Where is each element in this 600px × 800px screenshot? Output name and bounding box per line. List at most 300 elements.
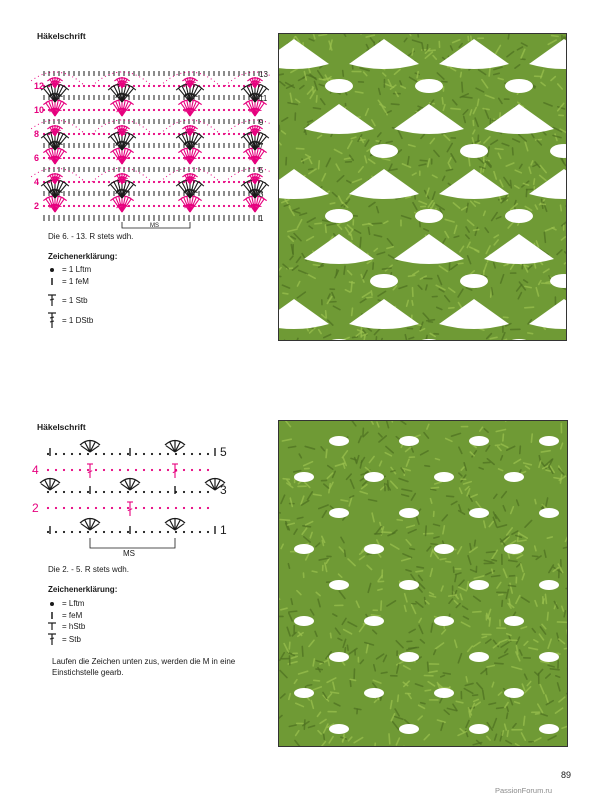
chain-dot (228, 109, 230, 111)
chain-dot (158, 109, 160, 111)
chain-dot (153, 157, 155, 159)
chain-dot (173, 109, 175, 111)
lace-gap (329, 652, 349, 662)
chain-dot (43, 205, 45, 207)
double-crochet-icon (46, 293, 58, 307)
chain-dot (207, 531, 209, 533)
chain-dot (178, 109, 180, 111)
lace-gap (539, 508, 559, 518)
chain-dot (183, 507, 185, 509)
lace-gap (364, 472, 384, 482)
legend-label: = 1 DStb (62, 315, 94, 325)
chain-dot (78, 205, 80, 207)
chain-dot (103, 453, 105, 455)
legend-label: = 1 Stb (62, 295, 88, 305)
chain-dot (79, 507, 81, 509)
half-double-crochet-icon (46, 621, 58, 631)
chain-dot (73, 205, 75, 207)
chain-dot (103, 157, 105, 159)
chain-dot (55, 469, 57, 471)
chain-dot (228, 205, 230, 207)
watermark: PassionForum.ru (495, 786, 553, 795)
chain-dot (88, 205, 90, 207)
row-number: 11 (259, 94, 268, 103)
lace-gap (460, 274, 488, 288)
chain-dot (71, 453, 73, 455)
chain-dot (203, 181, 205, 183)
chain-dot (47, 453, 49, 455)
chain-dot (151, 469, 153, 471)
chain-dot (98, 157, 100, 159)
chain-dot (163, 157, 165, 159)
lace-gap (539, 652, 559, 662)
chain-dot (153, 133, 155, 135)
chain-dot (119, 469, 121, 471)
chain-dot (63, 531, 65, 533)
lace-gap (364, 688, 384, 698)
chain-dot (173, 85, 175, 87)
chain-dot (83, 133, 85, 135)
chain-dot (143, 491, 145, 493)
chain-dot (63, 205, 65, 207)
lace-gap (434, 616, 454, 626)
chain-dot (135, 469, 137, 471)
lace-gap (294, 544, 314, 554)
chain-dot (168, 109, 170, 111)
chain-dot (167, 469, 169, 471)
chain-dot (203, 205, 205, 207)
chain-dot (119, 531, 121, 533)
chain-dot (243, 109, 245, 111)
chain-dot (207, 491, 209, 493)
legend-item (46, 311, 93, 329)
chain-dot (83, 157, 85, 159)
chain-dot (83, 109, 85, 111)
chain-dot (98, 109, 100, 111)
chain-dot (127, 469, 129, 471)
chain-dot (191, 491, 193, 493)
chain-dot (153, 109, 155, 111)
chain-dot (207, 453, 209, 455)
chain-dot (199, 469, 201, 471)
chain-dot (218, 133, 220, 135)
row-number: 5 (259, 166, 264, 175)
chain-dot (78, 133, 80, 135)
chain-dot (168, 157, 170, 159)
chain-dot (213, 181, 215, 183)
chain-dot (103, 133, 105, 135)
chain-dot (159, 531, 161, 533)
chain-dot (78, 109, 80, 111)
chain-dot (233, 109, 235, 111)
chain-dot (88, 133, 90, 135)
chain-dot (148, 133, 150, 135)
chain-dot (238, 205, 240, 207)
chain-dot (148, 157, 150, 159)
chain-dot (135, 453, 137, 455)
chain-dot (207, 507, 209, 509)
chain-dot (79, 469, 81, 471)
chain-dot (63, 157, 65, 159)
chain-dot (119, 453, 121, 455)
chain-dot (148, 205, 150, 207)
chain-dot (228, 157, 230, 159)
chain-dot (167, 491, 169, 493)
chain-dot (213, 109, 215, 111)
chain-dot (43, 157, 45, 159)
stitch-symbol (172, 464, 178, 478)
legend-label: = feM (62, 610, 83, 620)
lace-gap (325, 79, 353, 93)
chain-dot (93, 181, 95, 183)
row-number: 4 (32, 463, 39, 477)
legend-item (46, 265, 91, 274)
chain-dot (133, 109, 135, 111)
chain-dot (108, 133, 110, 135)
chain-dot (163, 133, 165, 135)
chain-dot (208, 109, 210, 111)
chain-dot (143, 85, 145, 87)
legend-label: = Stb (62, 634, 81, 644)
chain-dot (153, 205, 155, 207)
chain-dot (73, 85, 75, 87)
section-heading: Häkelschrift (37, 422, 86, 432)
chain-dot (73, 181, 75, 183)
chain-dot (73, 157, 75, 159)
chain-dot (93, 133, 95, 135)
chain-dot (228, 133, 230, 135)
chain-dot (95, 469, 97, 471)
chain-dot (68, 181, 70, 183)
chain-dot (178, 205, 180, 207)
chain-dot (191, 469, 193, 471)
chain-dot (138, 85, 140, 87)
chain-dot (158, 157, 160, 159)
legend-label: = 1 Lftm (62, 265, 92, 274)
chain-dot (103, 469, 105, 471)
chain-dot (88, 157, 90, 159)
chain-dot (233, 157, 235, 159)
chain-dot (87, 453, 89, 455)
row-number: 12 (34, 81, 45, 91)
chain-dot (88, 85, 90, 87)
chain-dot (111, 507, 113, 509)
chain-dot (243, 157, 245, 159)
chain-dot (191, 531, 193, 533)
chain-dot (103, 109, 105, 111)
chain-dot-icon (46, 266, 58, 274)
chain-dot (63, 109, 65, 111)
chain-dot (158, 205, 160, 207)
chain-dot (68, 85, 70, 87)
chain-dot (153, 181, 155, 183)
chain-dot (167, 531, 169, 533)
chain-dot (173, 157, 175, 159)
chain-dot (47, 507, 49, 509)
lace-gap (370, 144, 398, 158)
chain-dot (138, 109, 140, 111)
lace-gap (505, 79, 533, 93)
lace-gap (329, 436, 349, 446)
chain-dot (73, 109, 75, 111)
chain-dot (83, 205, 85, 207)
lace-gap (505, 209, 533, 223)
chain-dot (238, 109, 240, 111)
chain-dot (108, 181, 110, 183)
repeat-bracket (90, 538, 175, 548)
triple-crochet-icon (46, 311, 58, 329)
chain-dot (143, 205, 145, 207)
lace-gap (469, 724, 489, 734)
chain-dot (238, 181, 240, 183)
chain-dot (198, 205, 200, 207)
lace-gap (399, 580, 419, 590)
chain-dot (108, 109, 110, 111)
repeat-label: MS (123, 549, 135, 558)
chain-dot (151, 453, 153, 455)
chain-dot (88, 109, 90, 111)
chain-dot (87, 507, 89, 509)
row-number: 3 (220, 483, 227, 497)
chain-dot (143, 507, 145, 509)
double-crochet-icon (46, 632, 58, 646)
lace-gap (504, 544, 524, 554)
lace-gap (399, 436, 419, 446)
chain-dot (207, 469, 209, 471)
lace-gap (325, 209, 353, 223)
row-number: 10 (34, 105, 45, 115)
chain-dot (208, 181, 210, 183)
chain-dot (159, 453, 161, 455)
chain-dot (103, 85, 105, 87)
chain-dot (71, 507, 73, 509)
lace-gap (364, 616, 384, 626)
repeat-label: MS (150, 223, 159, 229)
chain-dot (243, 205, 245, 207)
chain-dot (191, 507, 193, 509)
chain-dot (183, 453, 185, 455)
lace-gap (399, 724, 419, 734)
section-heading: Häkelschrift (37, 31, 86, 41)
chain-dot (173, 205, 175, 207)
chain-dot (98, 85, 100, 87)
chain-dot (111, 531, 113, 533)
lace-gap (294, 472, 314, 482)
chain-dot (87, 531, 89, 533)
chain-dot (175, 507, 177, 509)
chain-dot (151, 531, 153, 533)
lace-gap (364, 544, 384, 554)
chain-dot (168, 133, 170, 135)
chain-dot (213, 157, 215, 159)
footnote: Laufen die Zeichen unten zus, werden die M in eine Einstichstelle gearb. (52, 657, 236, 677)
chain-dot (95, 453, 97, 455)
chain-dot (183, 469, 185, 471)
chain-dot (138, 157, 140, 159)
chain-dot (158, 181, 160, 183)
chain-dot (133, 205, 135, 207)
chain-dot (68, 205, 70, 207)
chain-dot (55, 491, 57, 493)
chain-dot (127, 531, 129, 533)
chain-dot (223, 85, 225, 87)
chain-dot (153, 85, 155, 87)
chain-dot (119, 507, 121, 509)
yarn-sample-photo (278, 420, 568, 747)
chain-dot (133, 157, 135, 159)
crochet-chart (30, 430, 270, 565)
chain-dot (175, 453, 177, 455)
lace-gap (415, 79, 443, 93)
chain-dot (133, 133, 135, 135)
chain-dot-icon (46, 600, 58, 608)
chain-dot (203, 133, 205, 135)
chain-dot (143, 181, 145, 183)
chain-dot (158, 85, 160, 87)
legend-item (46, 599, 84, 608)
chain-dot (47, 469, 49, 471)
slip-stitch-icon (46, 276, 58, 286)
lace-gap (294, 688, 314, 698)
chain-dot (168, 181, 170, 183)
lace-gap (469, 652, 489, 662)
chain-dot (213, 133, 215, 135)
chain-dot (108, 85, 110, 87)
chain-dot (143, 469, 145, 471)
chain-dot (98, 181, 100, 183)
chain-dot (138, 205, 140, 207)
chain-dot (133, 181, 135, 183)
chain-dot (103, 181, 105, 183)
chain-dot (135, 491, 137, 493)
chain-dot (55, 507, 57, 509)
chain-dot (199, 507, 201, 509)
chain-dot (143, 109, 145, 111)
chain-dot (228, 181, 230, 183)
pattern-section-1 (0, 0, 600, 360)
chain-dot (233, 85, 235, 87)
chain-dot (78, 181, 80, 183)
chain-dot (159, 491, 161, 493)
chain-dot (138, 133, 140, 135)
chain-dot (198, 109, 200, 111)
lace-gap (460, 144, 488, 158)
chain-dot (191, 453, 193, 455)
chain-dot (223, 109, 225, 111)
chain-dot (163, 181, 165, 183)
chain-dot (168, 85, 170, 87)
lace-gap (504, 616, 524, 626)
chain-dot (178, 157, 180, 159)
chain-dot (163, 205, 165, 207)
chain-dot (71, 531, 73, 533)
lace-gap (469, 580, 489, 590)
lace-gap (370, 274, 398, 288)
row-number: 3 (259, 190, 264, 199)
repeat-note: Die 6. - 13. R stets wdh. (48, 232, 134, 241)
chain-dot (173, 133, 175, 135)
chain-dot (199, 531, 201, 533)
row-number: 1 (220, 523, 227, 537)
chain-dot (98, 205, 100, 207)
chain-dot (208, 205, 210, 207)
row-number: 5 (220, 445, 227, 459)
row-number: 1 (259, 214, 264, 223)
chain-dot (198, 157, 200, 159)
chain-dot (199, 453, 201, 455)
chain-dot (148, 85, 150, 87)
chain-dot (218, 85, 220, 87)
chain-dot (83, 85, 85, 87)
chain-dot (167, 507, 169, 509)
chain-dot (233, 205, 235, 207)
row-number: 2 (32, 501, 39, 515)
chain-dot (119, 491, 121, 493)
chain-dot (73, 133, 75, 135)
repeat-note: Die 2. - 5. R stets wdh. (48, 565, 129, 574)
chain-dot (173, 181, 175, 183)
chain-dot (143, 133, 145, 135)
chain-dot (143, 157, 145, 159)
chain-dot (93, 205, 95, 207)
chain-dot (78, 85, 80, 87)
chain-dot (79, 453, 81, 455)
chain-dot (218, 157, 220, 159)
chain-dot (133, 85, 135, 87)
chain-dot (127, 491, 129, 493)
chain-dot (55, 531, 57, 533)
chain-dot (168, 205, 170, 207)
chain-dot (208, 85, 210, 87)
row-number: 9 (259, 118, 264, 127)
chain-dot (148, 181, 150, 183)
chain-dot (213, 85, 215, 87)
chain-dot (223, 157, 225, 159)
legend-title: Zeichenerklärung: (48, 252, 118, 261)
lace-gap (539, 580, 559, 590)
chain-dot (63, 469, 65, 471)
chain-dot (143, 531, 145, 533)
chain-dot (71, 491, 73, 493)
chain-dot (183, 491, 185, 493)
chain-dot (108, 157, 110, 159)
chain-dot (151, 491, 153, 493)
chain-dot (203, 109, 205, 111)
chain-dot (218, 109, 220, 111)
slip-stitch-icon (46, 610, 58, 620)
chain-dot (148, 109, 150, 111)
chain-dot (68, 109, 70, 111)
yarn-sample-photo (278, 33, 567, 341)
chain-dot (233, 133, 235, 135)
chain-dot (111, 491, 113, 493)
legend-title: Zeichenerklärung: (48, 585, 118, 594)
chain-dot (78, 157, 80, 159)
legend-label: = Lftm (62, 599, 85, 608)
chain-dot (63, 453, 65, 455)
legend-item (46, 632, 81, 646)
chain-dot (159, 469, 161, 471)
chain-dot (175, 531, 177, 533)
lace-gap (329, 580, 349, 590)
chain-dot (233, 181, 235, 183)
lace-gap (415, 209, 443, 223)
chain-dot (213, 205, 215, 207)
chain-dot (223, 133, 225, 135)
chain-dot (135, 507, 137, 509)
chain-dot (238, 157, 240, 159)
chain-dot (95, 531, 97, 533)
